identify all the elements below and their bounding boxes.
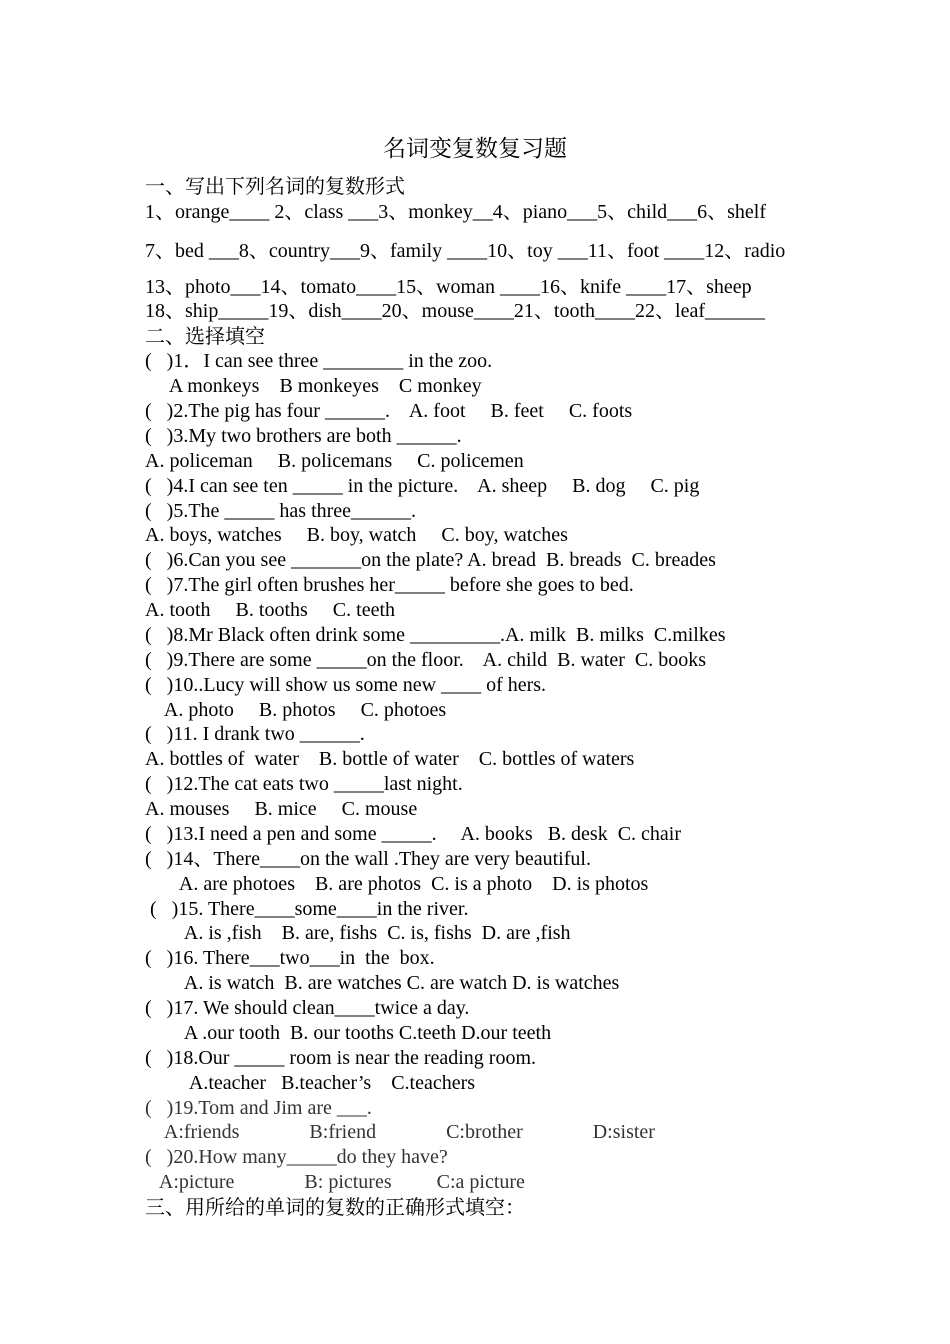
question-line: ( )3.My two brothers are both ______.	[145, 425, 462, 447]
question-line: ( )11. I drank two ______.	[145, 723, 365, 745]
section2-heading: 二、选择填空	[145, 324, 265, 348]
question-line: A. is watch B. are watches C. are watch D. is watches	[145, 972, 620, 994]
question-line: A:friends B:friend C:brother D:sister	[145, 1121, 655, 1143]
question-line: ( )12.The cat eats two _____last night.	[145, 773, 463, 795]
question-line: ( )2.The pig has four ______. A. foot B. feet C. foots	[145, 400, 633, 422]
question-line: ( )6.Can you see _______on the plate? A. bread B. breads C. breades	[145, 549, 716, 571]
page-title: 名词变复数复习题	[383, 136, 567, 162]
question-line: A. is ,fish B. are, fishs C. is, fishs D. are ,fish	[145, 922, 571, 944]
question-line: ( )19.Tom and Jim are ___.	[145, 1097, 372, 1119]
question-line: A. tooth B. tooths C. teeth	[145, 599, 395, 621]
question-line: A. bottles of water B. bottle of water C. bottles of waters	[145, 748, 635, 770]
question-line: ( )13.I need a pen and some _____. A. books B. desk C. chair	[145, 823, 682, 845]
plural-row-3: 13、photo___14、tomato____15、woman ____16、knife ____17、sheep	[145, 276, 752, 298]
section1-heading: 一、写出下列名词的复数形式	[145, 174, 405, 198]
question-line: ( )10..Lucy will show us some new ____ of hers.	[145, 674, 547, 696]
plural-row-2: 7、bed ___8、country___9、family ____10、toy ___11、foot ____12、radio	[145, 240, 786, 262]
question-line: ( )14、There____on the wall .They are very beautiful.	[145, 848, 591, 870]
question-line: A. boys, watches B. boy, watch C. boy, watches	[145, 524, 568, 546]
question-line: ( )15. There____some____in the river.	[145, 898, 469, 920]
question-line: ( )18.Our _____ room is near the reading room.	[145, 1047, 537, 1069]
question-line: A:picture B: pictures C:a picture	[145, 1171, 525, 1193]
question-line: ( )17. We should clean____twice a day.	[145, 997, 470, 1019]
question-line: A. photo B. photos C. photoes	[145, 699, 447, 721]
question-line: A.teacher B.teacher’s C.teachers	[145, 1072, 476, 1094]
question-line: A monkeys B monkeyes C monkey	[145, 375, 482, 397]
question-line: A .our tooth B. our tooths C.teeth D.our teeth	[145, 1022, 552, 1044]
question-line: ( )8.Mr Black often drink some _________.A. milk B. milks C.milkes	[145, 624, 726, 646]
question-line: ( )4.I can see ten _____ in the picture. A. sheep B. dog C. pig	[145, 475, 700, 497]
question-line: ( )7.The girl often brushes her_____ before she goes to bed.	[145, 574, 634, 596]
question-line: ( )16. There___two___in the box.	[145, 947, 435, 969]
plural-row-4: 18、ship_____19、dish____20、mouse____21、tooth____22、leaf______	[145, 300, 765, 322]
question-line: ( )9.There are some _____on the floor. A. child B. water C. books	[145, 649, 706, 671]
question-line: ( )20.How many_____do they have?	[145, 1146, 448, 1168]
section3-heading: 三、用所给的单词的复数的正确形式填空：	[145, 1195, 525, 1219]
question-line: A. mouses B. mice C. mouse	[145, 798, 418, 820]
question-line: A. policeman B. policemans C. policemen	[145, 450, 524, 472]
plural-row-1: 1、orange____ 2、class ___3、monkey__4、piano___5、child___6、shelf	[145, 201, 767, 223]
question-line: ( )1．I can see three ________ in the zoo.	[145, 350, 493, 372]
question-line: ( )5.The _____ has three______.	[145, 500, 417, 522]
question-line: A. are photoes B. are photos C. is a photo D. is photos	[145, 873, 649, 895]
